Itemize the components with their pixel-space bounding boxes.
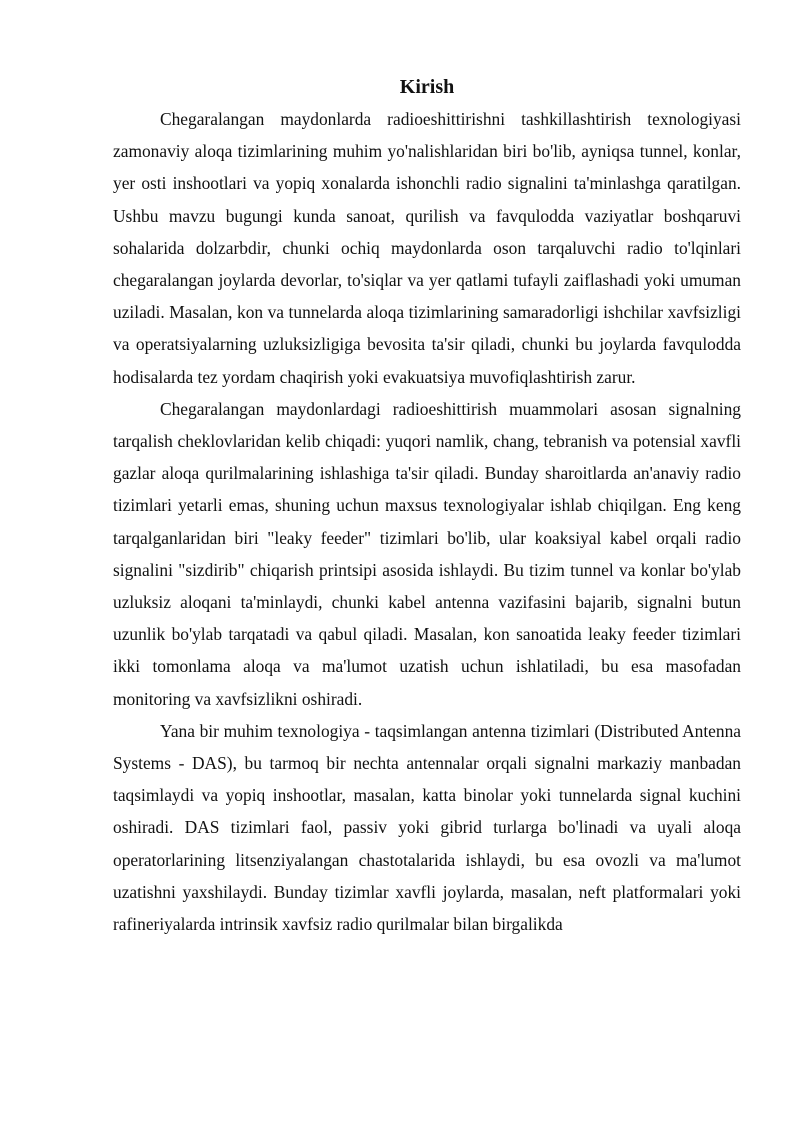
- paragraph-1: Chegaralangan maydonlarda radioeshittirishni tashkillashtirish texnologiyasi zamonaviy aloqa tizimlarining muhim yo'nalishlaridan biri bo'lib, ayniqsa tunnel, konlar, yer osti inshootlari va yopiq xonalarda ishonchli radio signalini ta'minlashga qaratilgan. Ushbu mavzu bugungi kunda sanoat, qurilish va favqulodda vaziyatlar boshqaruvi sohalarida dolzarbdir, chunki ochiq maydonlarda oson tarqaluvchi radio to'lqinlari chegaralangan joylarda devorlar, to'siqlar va yer qatlami tufayli zaiflashadi yoki umuman uziladi. Masalan, kon va tunnelarda aloqa tizimlarining samaradorligi ishchilar xavfsizligi va operatsiyalarning uzluksizligiga bevosita ta'sir qiladi, chunki bu joylarda favqulodda hodisalarda tez yordam chaqirish yoki evakuatsiya muvofiqlashtirish zarur.: [113, 109, 741, 387]
- paragraph-2: Chegaralangan maydonlardagi radioeshittirish muammolari asosan signalning tarqalish cheklovlaridan kelib chiqadi: yuqori namlik, chang, tebranish va potensial xavfli gazlar aloqa qurilmalarining ishlashiga ta'sir qiladi. Bunday sharoitlarda an'anaviy radio tizimlari yetarli emas, shuning uchun maxsus texnologiyalar ishlab chiqilgan. Eng keng tarqalganlaridan biri "leaky feeder" tizimlari bo'lib, ular koaksiyal kabel orqali radio signalini "sizdirib" chiqarish printsipi asosida ishlaydi. Bu tizim tunnel va konlar bo'ylab uzluksiz aloqani ta'minlaydi, chunki kabel antenna vazifasini bajarib, signalni butun uzunlik bo'ylab tarqatadi va qabul qiladi. Masalan, kon sanoatida leaky feeder tizimlari ikki tomonlama aloqa va ma'lumot uzatish uchun ishlatiladi, bu esa masofadan monitoring va xavfsizlikni oshiradi.: [113, 398, 741, 709]
- section-title: Kirish: [399, 76, 455, 98]
- paragraph-3: Yana bir muhim texnologiya - taqsimlangan antenna tizimlari (Distributed Antenna Systems - DAS), bu tarmoq bir nechta antennalar orqali signalni markaziy manbadan taqsimlaydi va yopiq inshootlar, masalan, katta binolar yoki tunnelarda signal kuchini oshiradi. DAS tizimlari faol, passiv yoki gibrid turlarga bo'linadi va uyali aloqa operatorlarining litsenziyalangan chastotalarida ishlaydi, bu esa ovozli va ma'lumot uzatishni yaxshilaydi. Bunday tizimlar xavfli joylarda, masalan, neft platformalari yoki rafineriyalarda intrinsik xavfsiz radio qurilmalar bilan birgalikda: [113, 720, 741, 935]
- document-page: [113, 74, 741, 940]
